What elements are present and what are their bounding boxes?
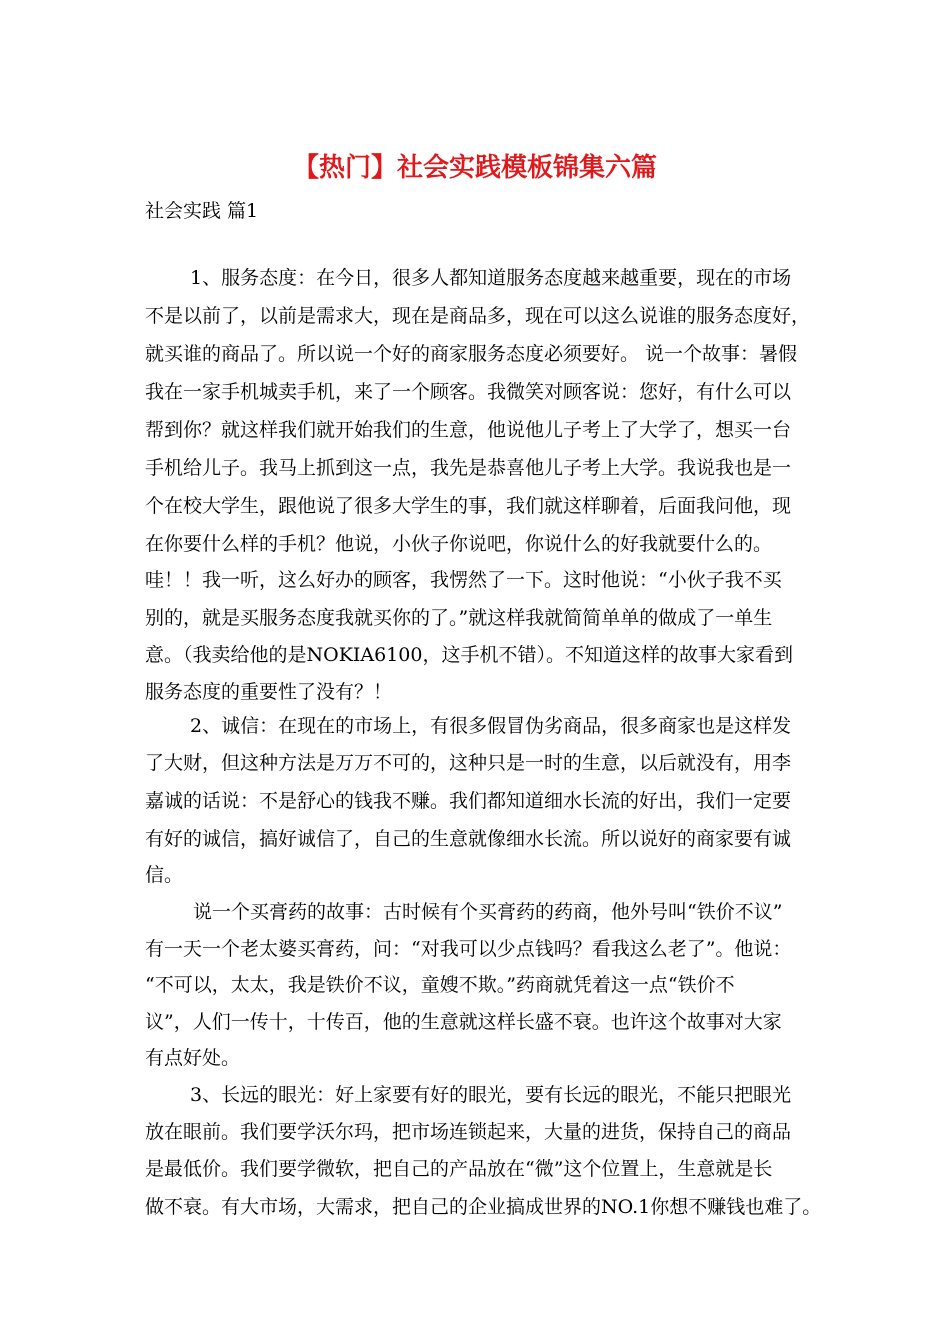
- paragraph-line: 有好的诚信，搞好诚信了，自己的生意就像细水长流。所以说好的商家要有诚: [145, 828, 792, 850]
- paragraph-line: 1、服务态度：在今日，很多人都知道服务态度越来越重要，现在的市场: [190, 267, 792, 289]
- paragraph-line: 个在校大学生，跟他说了很多大学生的事，我们就这样聊着，后面我问他，现: [145, 495, 792, 517]
- paragraph-line: 不是以前了，以前是需求大，现在是商品多，现在可以这么说谁的服务态度好，: [145, 305, 811, 327]
- paragraph-line: 了大财，但这种方法是万万不可的，这种只是一时的生意，以后就没有，用李: [145, 752, 792, 774]
- paragraph-line: 有点好处。: [145, 1047, 241, 1069]
- paragraph-line: 我在一家手机城卖手机，来了一个顾客。我微笑对顾客说：您好，有什么可以: [145, 381, 792, 403]
- paragraph-line: 哇！！我一听，这么好办的顾客，我愣然了一下。这时他说：“小伙子我不买: [145, 569, 782, 591]
- section-heading: 社会实践 篇1: [145, 200, 259, 222]
- paragraph-line: 议”，人们一传十，十传百，他的生意就这样长盛不衰。也许这个故事对大家: [145, 1011, 782, 1033]
- paragraph-line: 手机给儿子。我马上抓到这一点，我先是恭喜他儿子考上大学。我说我也是一: [145, 457, 792, 479]
- paragraph-line: 服务态度的重要性了没有？！: [145, 681, 393, 703]
- paragraph-line: 说一个买膏药的故事：古时候有个买膏药的药商，他外号叫“铁价不议”: [193, 901, 783, 923]
- paragraph-line: 意。（我卖给他的是NOKIA6100，这手机不错）。不知道这样的故事大家看到: [145, 644, 793, 666]
- paragraph-line: 别的，就是买服务态度我就买你的了。”就这样我就简简单单的做成了一单生: [145, 607, 773, 629]
- paragraph-line: 嘉诚的话说：不是舒心的钱我不赚。我们都知道细水长流的好出，我们一定要: [145, 790, 792, 812]
- paragraph-line: 放在眼前。我们要学沃尔玛，把市场连锁起来，大量的进货，保持自己的商品: [145, 1121, 792, 1143]
- paragraph-line: 做不衰。有大市场，大需求，把自己的企业搞成世界的NO.1你想不赚钱也难了。: [145, 1196, 822, 1218]
- paragraph-line: 有一天一个老太婆买膏药，问：“对我可以少点钱吗？看我这么老了”。他说：: [145, 938, 792, 960]
- paragraph-line: 3、长远的眼光：好上家要有好的眼光，要有长远的眼光，不能只把眼光: [190, 1084, 792, 1106]
- paragraph-line: 是最低价。我们要学微软，把自己的产品放在“微”这个位置上，生意就是长: [145, 1158, 773, 1180]
- paragraph-line: 2、诚信：在现在的市场上，有很多假冒伪劣商品，很多商家也是这样发: [190, 715, 792, 737]
- paragraph-line: 帮到你？就这样我们就开始我们的生意，他说他儿子考上了大学了，想买一台: [145, 419, 792, 441]
- paragraph-line: 在你要什么样的手机？他说，小伙子你说吧，你说什么的好我就要什么的。: [145, 533, 773, 555]
- paragraph-line: 就买谁的商品了。所以说一个好的商家服务态度必须要好。 说一个故事：暑假: [145, 343, 798, 365]
- paragraph-line: “不可以，太太，我是铁价不议，童嫂不欺。”药商就凭着这一点“铁价不: [145, 974, 735, 996]
- paragraph-line: 信。: [145, 864, 184, 886]
- document-title: 【热门】社会实践模板锦集六篇: [292, 153, 657, 183]
